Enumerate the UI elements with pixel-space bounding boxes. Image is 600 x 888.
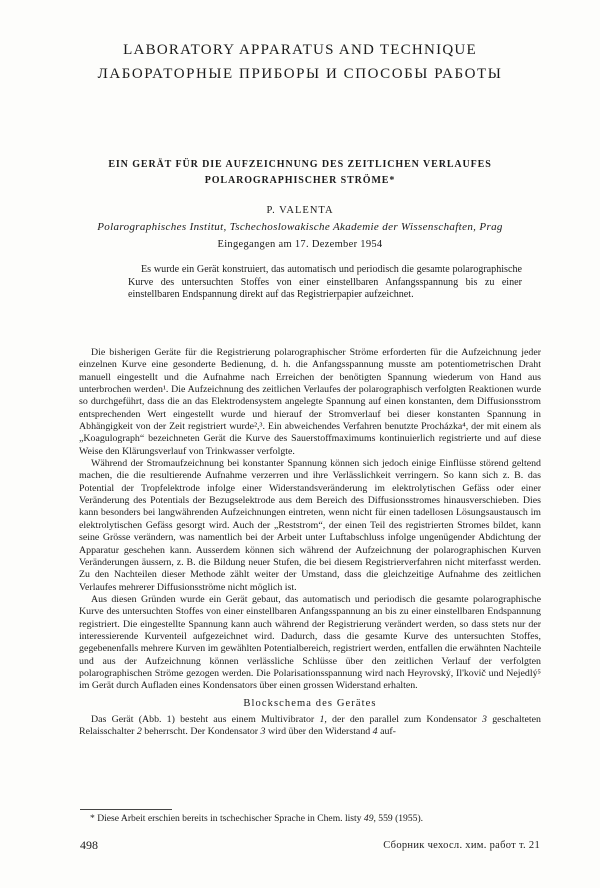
journal-name: Сборник чехосл. хим. работ т. 21 bbox=[383, 840, 540, 851]
component-number: 2 bbox=[136, 726, 142, 738]
page-number: 498 bbox=[80, 838, 98, 852]
section-heading: Blockschema des Gerätes bbox=[243, 697, 377, 709]
abstract: Es wurde ein Gerät konstruiert, das automatisch und periodisch die gesamte polarographische Kurve des untersuchten Stoffes von einer einstellbaren Anfangsspannung bis zu einer einstellbaren Endspannung direkt auf das Registrierpapier aufzeichnet. bbox=[128, 264, 522, 301]
text-segment: auf- bbox=[377, 726, 396, 738]
text-segment: , der den parallel zum Kondensator bbox=[324, 713, 483, 725]
component-number: 3 bbox=[260, 726, 266, 738]
component-number: 4 bbox=[372, 726, 378, 738]
footnote-divider bbox=[80, 809, 172, 810]
received-date: Eingegangen am 17. Dezember 1954 bbox=[217, 239, 383, 250]
body-paragraph-2: Während der Stromaufzeichnung bei konstanter Spannung können sich jedoch einige Einflüsse störend geltend machen, die die resultierende Aufnahme verzerren und ihre Verlässlichkeit verringern. So kann sich z. B. das Potential der Tropfelektrode infolge einer Widerstandsveränderung im elektrolytischen Gefäss oder einer Veränderung des Potentials der Bezugselektrode aus dem Bereich des Diffusionsstromes hinausverschieben. Dies kann besonders bei langwährenden Aufzeichnungen eintreten, wenn nicht für einen tadellosen Lösungsaustausch im elektrolytischen Gefäss gesorgt wird. Auch der „Reststrom“, der einen Teil des registrierten Stromes bildet, kann seine Grösse verändern, was namentlich bei der Arbeit unter Luftabschluss infolge ungenügender Abdichtung der Apparatur geschehen kann. Ausserdem können sich während der Aufzeichnung der polarographischen Kurven Veränderungen äussern, z. B. die Bildung neuer Stufen, die bei diesem Registrierverfahren nicht miterfasst werden. Zu den Nachteilen dieser Methode zählt weiter der Umstand, dass die gleichzeitige Aufnahme des zeitlichen Verlaufes mehrerer Diffusionsströme nicht möglich ist. bbox=[79, 458, 541, 593]
footnote bbox=[80, 813, 542, 825]
body-paragraph-3: Aus diesen Gründen wurde ein Gerät gebaut, das automatisch und periodisch die gesamte polarographische Kurve des untersuchten Stoffes von einer einstellbaren Anfangsspannung an bis zu einer einstellbaren Endspannung registriert. Die eingestellte Spannung kann auch während der Registrierung verändert werden, so dass stets nur der interessierende Kurventeil aufgezeichnet wird. Dadurch, dass die gesamte Kurve des untersuchten Stoffes, gegebenenfalls mehrere Kurven im gewählten Potentialbereich, registriert werden, entfallen die erwähnten Nachteile und aus der Aufzeichnung können verlässliche Schlüsse über den zeitlichen Verlauf der verfolgten polarographischen Ströme gezogen werden. Die Polarisationsspannung wird nach Heyrovský, Il'kovič und Nejedlý⁵ im Gerät durch Aufladen eines Kondensators über einen grossen Widerstand erhalten. bbox=[79, 593, 541, 692]
component-number: 1 bbox=[319, 713, 325, 725]
author-affiliation: Polarographisches Institut, Tschechoslowakische Akademie der Wissenschaften, Prag bbox=[97, 221, 503, 233]
footnote-text: , 559 (1955). bbox=[373, 813, 424, 824]
author-name: P. VALENTA bbox=[266, 205, 334, 216]
footnote-text: * Diese Arbeit erschien bereits in tschechischer Sprache in Chem. listy bbox=[90, 813, 364, 824]
article-title-line-1: EIN GERÄT FÜR DIE AUFZEICHNUNG DES ZEITLICHEN VERLAUFES bbox=[108, 159, 492, 170]
section-header-russian: ЛАБОРАТОРНЫЕ ПРИБОРЫ И СПОСОБЫ РАБОТЫ bbox=[97, 66, 503, 82]
component-number: 3 bbox=[482, 713, 487, 725]
body-paragraph-4 bbox=[79, 714, 541, 739]
article-title bbox=[0, 157, 600, 189]
section-header-english: LABORATORY APPARATUS AND TECHNIQUE bbox=[123, 42, 477, 58]
text-segment: wird über den Widerstand bbox=[265, 726, 373, 738]
article-title-line-2: POLAROGRAPHISCHER STRÖME* bbox=[204, 175, 396, 186]
text-segment: Das Gerät (Abb. 1) besteht aus einem Multivibrator bbox=[91, 713, 320, 725]
article-body bbox=[79, 347, 541, 739]
footnote-volume: 49 bbox=[363, 813, 374, 824]
text-segment: beherrscht. Der Kondensator bbox=[141, 726, 261, 738]
body-paragraph-1: Die bisherigen Geräte für die Registrierung polarographischer Ströme erforderten für die Aufzeichnung jeder einzelnen Kurve eine gesonderte Bedienung, d. h. die Anfangsspannung musste am potentiometrischen Draht manuell eingestellt und die Aufnahme nach Erreichen der benötigten Spannung wiederum von Hand aus unterbrochen werden¹. Die Aufzeichnung des zeitlichen Verlaufes der polarographisch verfolgten Reaktionen wurde so durchgeführt, dass die an das Elektrodensystem angelegte Spannung auf einen konstanten, dem Diffusionsstrom entsprechenden Wert eingestellt wurde und hierauf der Stromverlauf bei dieser konstanten Spannung in Abhängigkeit von der Zeit registriert wurde²,³. Ein abweichendes Verfahren benutzte Procházka⁴, der mit einem als „Koagulograph“ bezeichneten Gerät die Kurve des Sauerstoffmaximums kontinuierlich registrierte und auf diese Weise den Klärungsverlauf von Trinkwasser verfolgte. bbox=[79, 347, 541, 457]
text-segment: geschalteten Relaisschalter bbox=[79, 713, 541, 738]
